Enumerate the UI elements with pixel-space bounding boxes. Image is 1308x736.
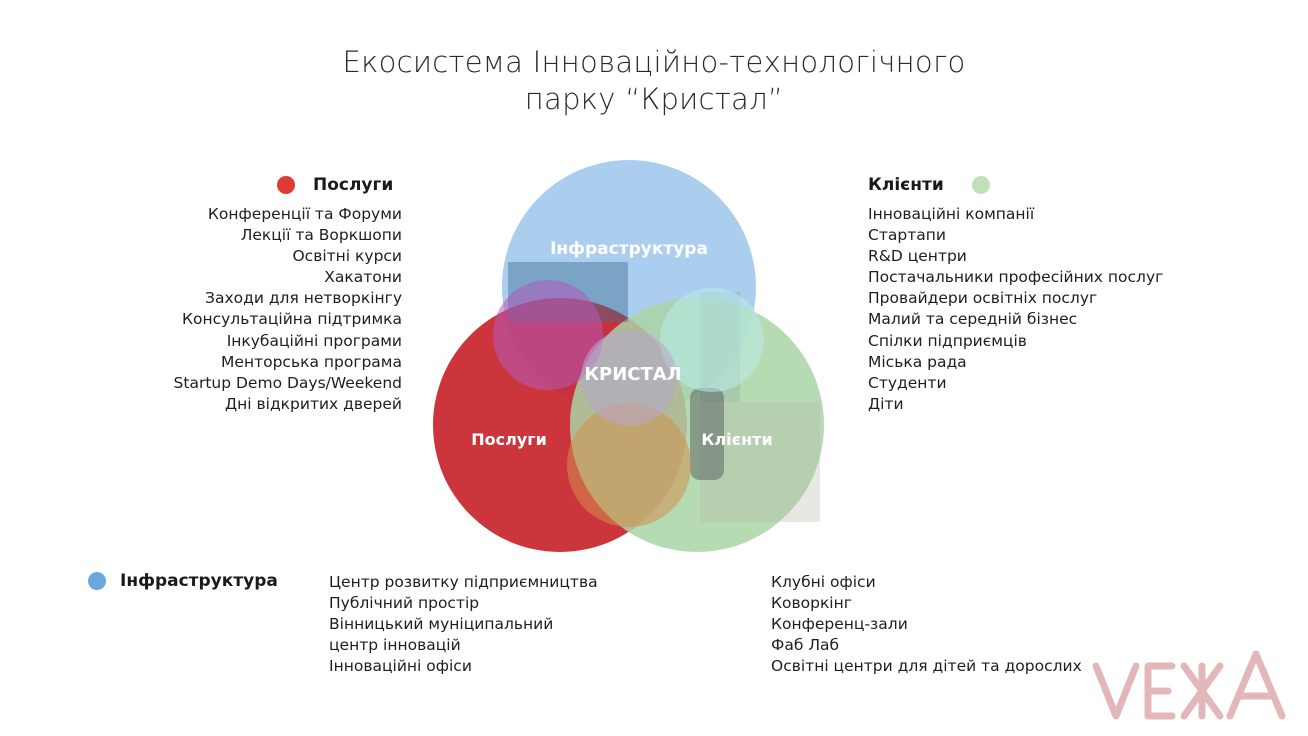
infrastructure-dot-icon <box>88 572 106 590</box>
infrastructure-list-col1 <box>329 572 598 677</box>
services-list-item: Заходи для нетворкінгу <box>205 289 402 308</box>
infrastructure-list-item: Інноваційні офіси <box>329 657 472 676</box>
services-dot-icon <box>277 176 295 194</box>
clients-list-item: Інноваційні компанії <box>868 205 1035 223</box>
services-list-item: Консультаційна підтримка <box>181 310 402 329</box>
infrastructure-list-item: Вінницький муніципальний <box>329 615 554 634</box>
clients-dot-icon <box>972 176 990 194</box>
title-line-2: парку “Кристал” <box>524 82 784 116</box>
clients-list-item: Студенти <box>868 373 947 392</box>
services-list-item: Хакатони <box>324 268 402 287</box>
venn-label-center: КРИСТАЛ <box>584 364 682 385</box>
infrastructure-list-item: Освітні центри для дітей та дорослих <box>771 657 1082 676</box>
infrastructure-list-item: Фаб Лаб <box>771 636 840 655</box>
services-list-item: Менторська програма <box>221 352 402 371</box>
services-list-item: Дні відкритих дверей <box>225 394 402 413</box>
venn-label-clients: Клієнти <box>701 430 773 449</box>
infrastructure-list-item: Клубні офіси <box>771 573 876 591</box>
infrastructure-list-item: Конференц-зали <box>771 615 908 634</box>
title-line-1: Екосистема Інноваційно-технологічного <box>342 45 966 79</box>
clients-list-item: Спілки підприємців <box>868 331 1027 350</box>
services-list-item: Освітні курси <box>292 247 402 266</box>
services-heading: Послуги <box>313 175 394 195</box>
clients-list <box>868 204 1163 415</box>
venn-label-services: Послуги <box>471 430 547 449</box>
services-list-item: Startup Demo Days/Weekend <box>173 373 402 392</box>
clients-list-item: Постачальники професійних послуг <box>868 268 1164 287</box>
clients-list-item: Провайдери освітніх послуг <box>868 289 1098 308</box>
services-list-item: Інкубаційні програми <box>226 331 402 350</box>
services-list-item: Лекції та Воркшопи <box>240 226 402 245</box>
infrastructure-list-item: Публічний простір <box>329 594 480 613</box>
clients-list-item: Стартапи <box>868 226 946 245</box>
services-list <box>174 204 402 415</box>
infrastructure-list-item: Коворкінг <box>771 594 852 613</box>
services-list-item: Конференції та Форуми <box>207 205 402 223</box>
clients-list-item: Міська рада <box>868 352 967 371</box>
infrastructure-list-col2 <box>771 572 1082 677</box>
clients-heading: Клієнти <box>868 175 944 195</box>
infrastructure-heading: Інфраструктура <box>120 571 278 591</box>
venn-label-infrastructure: Інфраструктура <box>550 239 708 259</box>
clients-list-item: R&D центри <box>868 247 967 266</box>
infrastructure-list-item: центр інновацій <box>329 636 461 655</box>
clients-list-item: Діти <box>868 394 904 413</box>
clients-list-item: Малий та середній бізнес <box>868 310 1078 329</box>
veja-logo <box>1090 646 1290 722</box>
infrastructure-list-item: Центр розвитку підприємництва <box>329 573 598 591</box>
